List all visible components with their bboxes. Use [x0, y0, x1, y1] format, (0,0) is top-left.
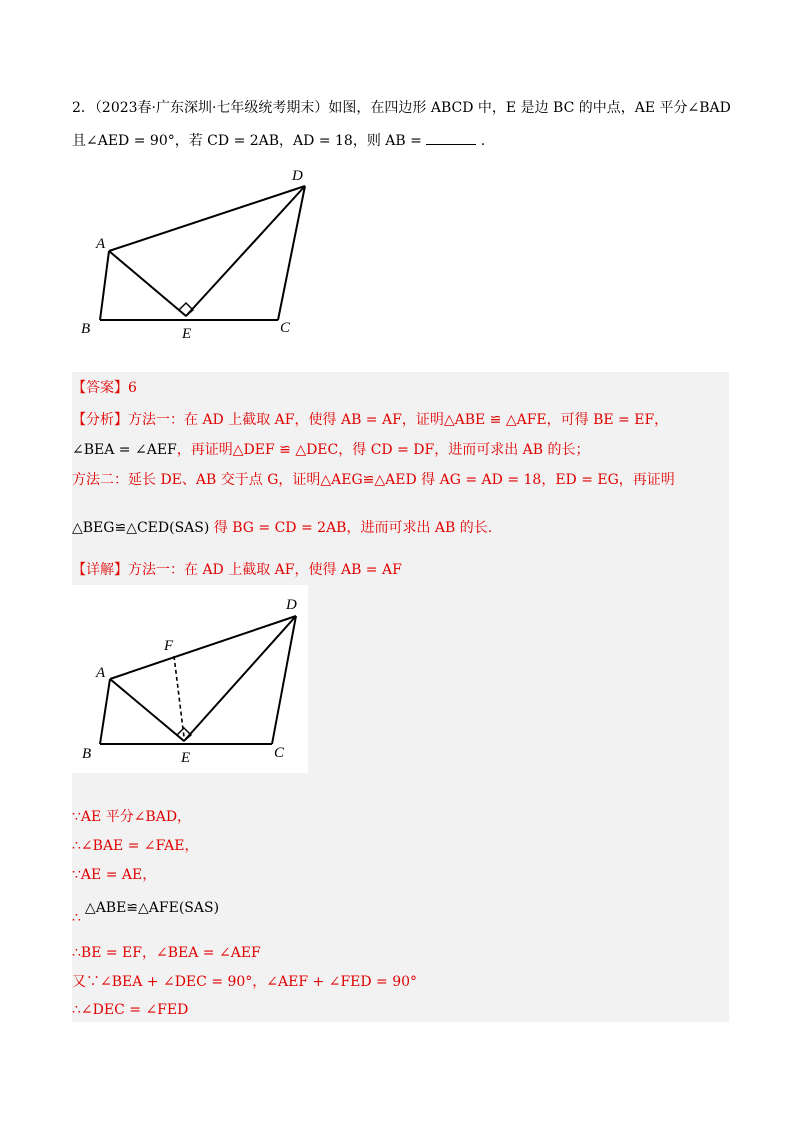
analysis-text-2-red: ，再证明△DEF ≌ △DEC，得 CD = DF，进而可求出 AB 的长；: [176, 442, 590, 458]
analysis-line-2: [72, 440, 590, 460]
proof-text: BE = EF，∠BEA = ∠AEF: [80, 945, 261, 961]
label-b-2: B: [82, 746, 92, 762]
proof-text: ∠BEA + ∠DEC = 90°，∠AEF + ∠FED = 90°: [100, 974, 418, 990]
segment-ab-2: [100, 679, 110, 744]
proof-step-6: [72, 972, 417, 992]
figure-quadrilateral-with-f: [72, 585, 308, 773]
detail-tag: 【详解】: [72, 562, 128, 578]
proof-step-4: [72, 898, 220, 926]
analysis-text-1: 方法一：在 AD 上截取 AF，使得 AB = AF，证明△ABE ≌ △AFE，可得 BE = EF，: [128, 412, 669, 428]
proof-symbol: 又∵: [72, 974, 100, 990]
analysis-line-1: [72, 410, 668, 430]
answer-blank: [426, 130, 476, 145]
answer-value: 6: [128, 380, 137, 396]
label-d-2: D: [286, 597, 297, 613]
proof-step-1: [72, 807, 191, 827]
proof-symbol: ∵: [72, 809, 81, 825]
segment-ae-2: [110, 679, 184, 741]
proof-symbol: ∵: [72, 867, 81, 883]
label-c: C: [280, 320, 291, 336]
detail-text-1: 方法一：在 AD 上截取 AF，使得 AB = AF: [128, 562, 402, 578]
segment-cd-2: [272, 616, 296, 744]
segment-cd: [278, 186, 305, 320]
proof-text: △ABE≌△AFE(SAS): [84, 900, 220, 916]
proof-step-7: [72, 1000, 188, 1020]
label-a: A: [96, 236, 106, 252]
label-f: F: [164, 638, 174, 654]
segment-ef-dashed: [174, 656, 184, 737]
question-line-2-prefix: 且∠AED = 90°，若 CD = 2AB，AD = 18，则 AB =: [72, 133, 422, 149]
label-c-2: C: [274, 745, 285, 761]
proof-symbol: ∴: [72, 945, 81, 961]
label-d: D: [292, 168, 303, 184]
label-a-2: A: [96, 665, 106, 681]
proof-symbol: ∴: [72, 1002, 81, 1018]
analysis-tag: 【分析】: [72, 412, 128, 428]
segment-ab: [100, 251, 109, 320]
answer-line: [72, 378, 137, 398]
label-e-2: E: [181, 750, 191, 766]
question-line-2: [72, 130, 485, 151]
detail-line-1: [72, 560, 402, 580]
label-e: E: [182, 326, 192, 342]
question-line-2-suffix: .: [480, 133, 486, 149]
analysis-line-3: 方法二：延长 DE、AB 交于点 G，证明△AEG≌△AED 得 AG = AD = 18，ED = EG，再证明: [72, 472, 675, 488]
proof-step-5: [72, 943, 261, 963]
question-line-1: 2．（2023春·广东深圳·七年级统考期末）如图，在四边形 ABCD 中，E 是边 BC 的中点，AE 平分∠BAD: [72, 100, 731, 116]
proof-symbol: ∴: [72, 838, 81, 854]
figure-quadrilateral-abcd: [70, 160, 330, 350]
answer-tag: 【答案】: [72, 380, 128, 396]
analysis-line-4: [72, 518, 492, 538]
proof-step-3: [72, 865, 156, 885]
segment-ae: [109, 251, 186, 316]
proof-text: AE 平分∠BAD，: [80, 809, 192, 825]
proof-text: ∠BAE = ∠FAE，: [80, 838, 199, 854]
proof-text: AE = AE，: [80, 867, 157, 883]
analysis-text-4-black: △BEG≌△CED(SAS): [72, 520, 210, 536]
analysis-text-2-black: ∠BEA = ∠AEF: [72, 442, 177, 458]
proof-text: ∠DEC = ∠FED: [80, 1002, 189, 1018]
analysis-text-4-red: 得 BG = CD = 2AB，进而可求出 AB 的长.: [209, 520, 493, 536]
proof-step-2: [72, 836, 198, 856]
proof-symbol: ∴: [72, 910, 81, 926]
label-b: B: [81, 321, 91, 337]
